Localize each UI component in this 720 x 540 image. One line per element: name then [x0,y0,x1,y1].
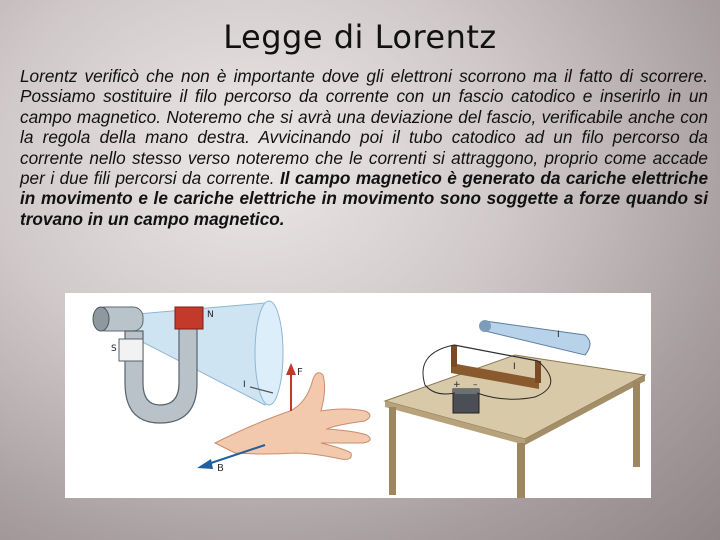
lorentz-illustration [65,293,651,498]
slide-body [20,66,708,229]
magnet-north-pole [175,307,203,329]
tube-current-label: I [557,330,560,340]
conducting-wire [454,345,538,361]
force-arrowhead [286,363,296,375]
left-diagram [93,301,370,474]
body-paragraph-normal: Lorentz verificò che non è importante dove gli elettroni scorrono ma il fatto di scorrere. Possiamo sostituire il filo percorso da corrente con un fascio catodico e inserirlo in un campo magnetico. Noteremo che si avrà una deviazione del fascio, verificabile anche con la regola della mano destra. Avvicinando poi il tubo catodico ad un filo percorso da corrente nello stesso verso noteremo che le correnti si attraggono, proprio come accade per i due fili percorsi da corrente. [20,66,708,189]
cathode-tube [485,321,590,355]
table-leg-1 [389,407,396,495]
right-diagram [385,320,645,498]
support-post-left [451,345,457,367]
wire-current-label: I [513,362,516,372]
current-label: I [243,380,246,390]
table-leg-3 [633,381,640,467]
force-label: F [297,367,303,378]
support-post-right [535,361,541,383]
north-label: N [207,310,214,320]
body-paragraph-bold: Il campo magnetico è generato da cariche elettriche in movimento e le cariche elettriche in movimento sono soggette a forze quando si trovano in un campo magnetico. [20,168,709,229]
table-leg-2 [517,443,525,498]
field-arrowhead [197,459,213,469]
gun-end [93,307,109,331]
field-label: B [217,463,224,474]
battery-plus-label: + [453,380,461,390]
slide-title: Legge di Lorentz [223,18,497,56]
south-label: S [111,344,117,354]
tube-gun [479,320,491,332]
magnet-south-pole [119,339,143,361]
battery-minus-label: – [473,380,478,390]
